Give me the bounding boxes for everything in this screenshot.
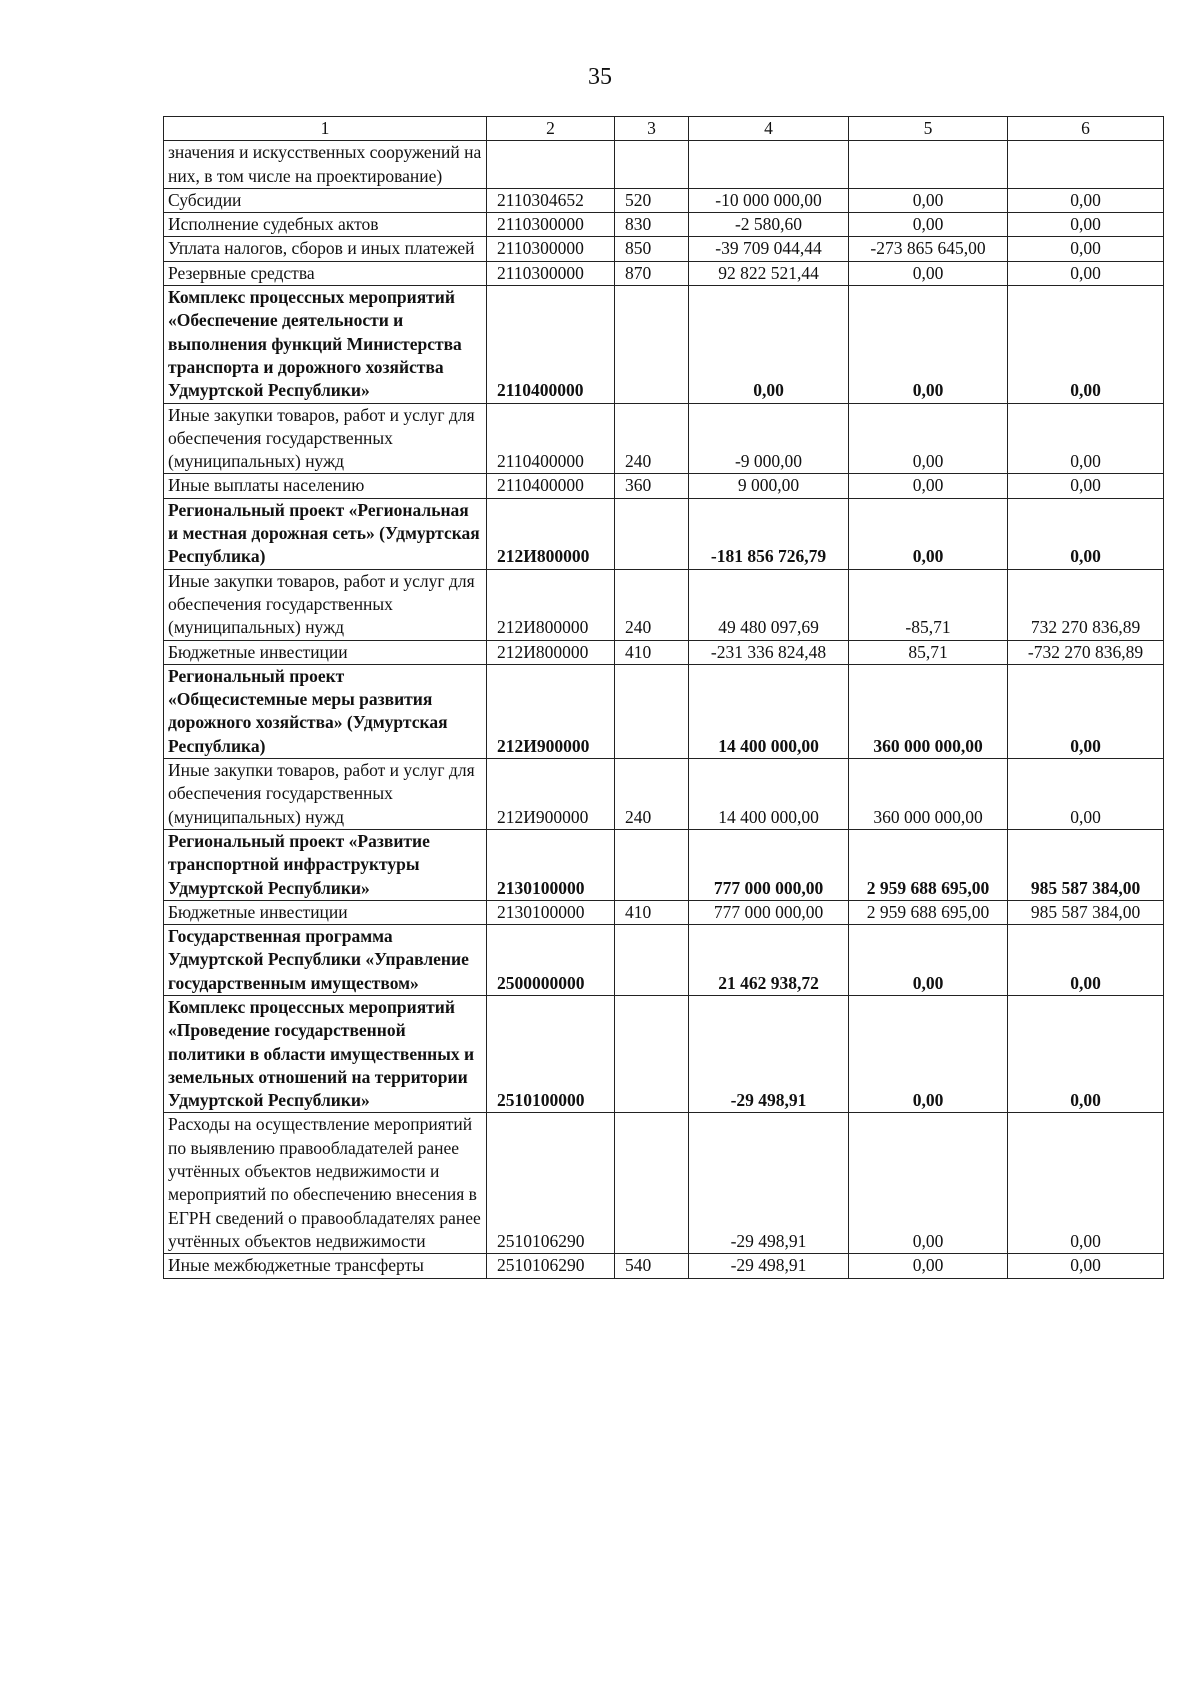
row-expense-type: [615, 286, 689, 403]
row-value-4: 9 000,00: [689, 474, 849, 498]
row-code: 2130100000: [487, 829, 615, 900]
row-value-4: -10 000 000,00: [689, 188, 849, 212]
row-value-6: 0,00: [1008, 474, 1164, 498]
budget-table: [163, 116, 1164, 1279]
row-code: 2130100000: [487, 900, 615, 924]
row-value-4: 21 462 938,72: [689, 925, 849, 996]
row-value-5: [849, 141, 1008, 189]
row-value-6: [1008, 141, 1164, 189]
row-code: 2510106290: [487, 1254, 615, 1278]
row-value-5: 0,00: [849, 925, 1008, 996]
row-code: 212И800000: [487, 640, 615, 664]
row-name: Резервные средства: [164, 261, 487, 285]
row-code: 212И800000: [487, 569, 615, 640]
row-value-5: -85,71: [849, 569, 1008, 640]
row-value-5: 0,00: [849, 1113, 1008, 1254]
row-expense-type: 850: [615, 237, 689, 261]
row-expense-type: [615, 664, 689, 758]
row-value-6: 0,00: [1008, 237, 1164, 261]
header-col-2: 2: [487, 117, 615, 141]
table-row: [164, 141, 1164, 189]
row-value-6: 0,00: [1008, 213, 1164, 237]
row-code: [487, 141, 615, 189]
row-value-6: 0,00: [1008, 995, 1164, 1112]
row-value-5: 0,00: [849, 188, 1008, 212]
row-name: Иные закупки товаров, работ и услуг для обеспечения государственных (муниципальных) нужд: [164, 759, 487, 830]
table-row: [164, 188, 1164, 212]
row-value-4: 14 400 000,00: [689, 759, 849, 830]
row-value-5: 0,00: [849, 995, 1008, 1112]
header-col-6: 6: [1008, 117, 1164, 141]
row-code: 2110300000: [487, 261, 615, 285]
row-value-6: 0,00: [1008, 1113, 1164, 1254]
row-value-6: -732 270 836,89: [1008, 640, 1164, 664]
row-expense-type: 870: [615, 261, 689, 285]
row-expense-type: 240: [615, 403, 689, 474]
row-expense-type: 410: [615, 900, 689, 924]
table-row: [164, 900, 1164, 924]
row-value-5: 0,00: [849, 498, 1008, 569]
row-value-4: 49 480 097,69: [689, 569, 849, 640]
header-row: [164, 117, 1164, 141]
row-name: значения и искусственных сооружений на них, в том числе на проектирование): [164, 141, 487, 189]
row-value-5: 0,00: [849, 286, 1008, 403]
row-name: Комплекс процессных мероприятий «Проведение государственной политики в области имущественных и земельных отношений на территории Удмуртской Республики»: [164, 995, 487, 1112]
table-row: [164, 261, 1164, 285]
row-code: 2110300000: [487, 213, 615, 237]
row-value-6: 985 587 384,00: [1008, 900, 1164, 924]
row-expense-type: 540: [615, 1254, 689, 1278]
row-name: Региональный проект «Региональная и местная дорожная сеть» (Удмуртская Республика): [164, 498, 487, 569]
row-expense-type: 410: [615, 640, 689, 664]
row-value-6: 0,00: [1008, 403, 1164, 474]
row-name: Бюджетные инвестиции: [164, 900, 487, 924]
row-expense-type: 520: [615, 188, 689, 212]
row-value-6: 0,00: [1008, 188, 1164, 212]
row-value-4: 92 822 521,44: [689, 261, 849, 285]
row-name: Региональный проект «Общесистемные меры развития дорожного хозяйства» (Удмуртская Республика): [164, 664, 487, 758]
row-value-4: 777 000 000,00: [689, 900, 849, 924]
table-row: [164, 829, 1164, 900]
row-value-5: -273 865 645,00: [849, 237, 1008, 261]
row-code: 2110400000: [487, 474, 615, 498]
table-row: [164, 569, 1164, 640]
table-row: [164, 474, 1164, 498]
row-value-4: -29 498,91: [689, 995, 849, 1112]
table-row: [164, 925, 1164, 996]
row-code: 2110400000: [487, 286, 615, 403]
row-value-5: 0,00: [849, 474, 1008, 498]
row-value-6: 0,00: [1008, 925, 1164, 996]
row-name: Иные закупки товаров, работ и услуг для обеспечения государственных (муниципальных) нужд: [164, 403, 487, 474]
row-value-5: 2 959 688 695,00: [849, 829, 1008, 900]
row-code: 2110400000: [487, 403, 615, 474]
row-value-6: 0,00: [1008, 759, 1164, 830]
row-code: 2110304652: [487, 188, 615, 212]
table-row: [164, 403, 1164, 474]
table-row: [164, 664, 1164, 758]
row-code: 2510100000: [487, 995, 615, 1112]
row-expense-type: [615, 1113, 689, 1254]
row-expense-type: 240: [615, 759, 689, 830]
row-value-4: 0,00: [689, 286, 849, 403]
table-row: [164, 1113, 1164, 1254]
row-name: Комплекс процессных мероприятий «Обеспечение деятельности и выполнения функций Министерства транспорта и дорожного хозяйства Удмуртской Республики»: [164, 286, 487, 403]
row-value-6: 985 587 384,00: [1008, 829, 1164, 900]
header-col-5: 5: [849, 117, 1008, 141]
row-value-4: -39 709 044,44: [689, 237, 849, 261]
row-expense-type: [615, 829, 689, 900]
table-row: [164, 237, 1164, 261]
table-row: [164, 498, 1164, 569]
row-value-6: 0,00: [1008, 261, 1164, 285]
row-value-6: 0,00: [1008, 664, 1164, 758]
row-expense-type: [615, 498, 689, 569]
row-value-5: 0,00: [849, 261, 1008, 285]
row-value-4: -9 000,00: [689, 403, 849, 474]
row-value-4: -181 856 726,79: [689, 498, 849, 569]
row-value-6: 0,00: [1008, 1254, 1164, 1278]
row-value-4: -231 336 824,48: [689, 640, 849, 664]
row-value-6: 0,00: [1008, 286, 1164, 403]
row-code: 2510106290: [487, 1113, 615, 1254]
table-row: [164, 995, 1164, 1112]
row-expense-type: 360: [615, 474, 689, 498]
row-name: Иные межбюджетные трансферты: [164, 1254, 487, 1278]
row-value-5: 0,00: [849, 403, 1008, 474]
row-value-6: 732 270 836,89: [1008, 569, 1164, 640]
row-value-5: 360 000 000,00: [849, 759, 1008, 830]
row-name: Государственная программа Удмуртской Республики «Управление государственным имуществом»: [164, 925, 487, 996]
table-row: [164, 1254, 1164, 1278]
header-col-4: 4: [689, 117, 849, 141]
row-value-5: 0,00: [849, 1254, 1008, 1278]
row-name: Субсидии: [164, 188, 487, 212]
row-expense-type: [615, 995, 689, 1112]
row-value-6: 0,00: [1008, 498, 1164, 569]
row-expense-type: [615, 925, 689, 996]
row-code: 2500000000: [487, 925, 615, 996]
header-col-1: 1: [164, 117, 487, 141]
row-code: 212И800000: [487, 498, 615, 569]
header-col-3: 3: [615, 117, 689, 141]
row-code: 212И900000: [487, 664, 615, 758]
row-value-4: -29 498,91: [689, 1254, 849, 1278]
row-name: Иные выплаты населению: [164, 474, 487, 498]
row-value-4: -2 580,60: [689, 213, 849, 237]
table-row: [164, 213, 1164, 237]
row-name: Иные закупки товаров, работ и услуг для обеспечения государственных (муниципальных) нужд: [164, 569, 487, 640]
row-name: Уплата налогов, сборов и иных платежей: [164, 237, 487, 261]
table-row: [164, 640, 1164, 664]
row-value-5: 85,71: [849, 640, 1008, 664]
table-row: [164, 759, 1164, 830]
row-expense-type: 830: [615, 213, 689, 237]
row-value-4: 777 000 000,00: [689, 829, 849, 900]
table-body: [164, 141, 1164, 1278]
row-value-5: 0,00: [849, 213, 1008, 237]
row-value-4: [689, 141, 849, 189]
row-value-5: 2 959 688 695,00: [849, 900, 1008, 924]
row-code: 2110300000: [487, 237, 615, 261]
row-expense-type: 240: [615, 569, 689, 640]
row-expense-type: [615, 141, 689, 189]
row-value-5: 360 000 000,00: [849, 664, 1008, 758]
row-name: Региональный проект «Развитие транспортной инфраструктуры Удмуртской Республики»: [164, 829, 487, 900]
row-name: Исполнение судебных актов: [164, 213, 487, 237]
row-name: Расходы на осуществление мероприятий по выявлению правообладателей ранее учтённых объектов недвижимости и мероприятий по обеспечению внесения в ЕГРН сведений о правообладателях ранее учтённых объектов недвижимости: [164, 1113, 487, 1254]
table-row: [164, 286, 1164, 403]
page-number: 35: [588, 64, 612, 90]
row-value-4: 14 400 000,00: [689, 664, 849, 758]
row-code: 212И900000: [487, 759, 615, 830]
row-name: Бюджетные инвестиции: [164, 640, 487, 664]
row-value-4: -29 498,91: [689, 1113, 849, 1254]
